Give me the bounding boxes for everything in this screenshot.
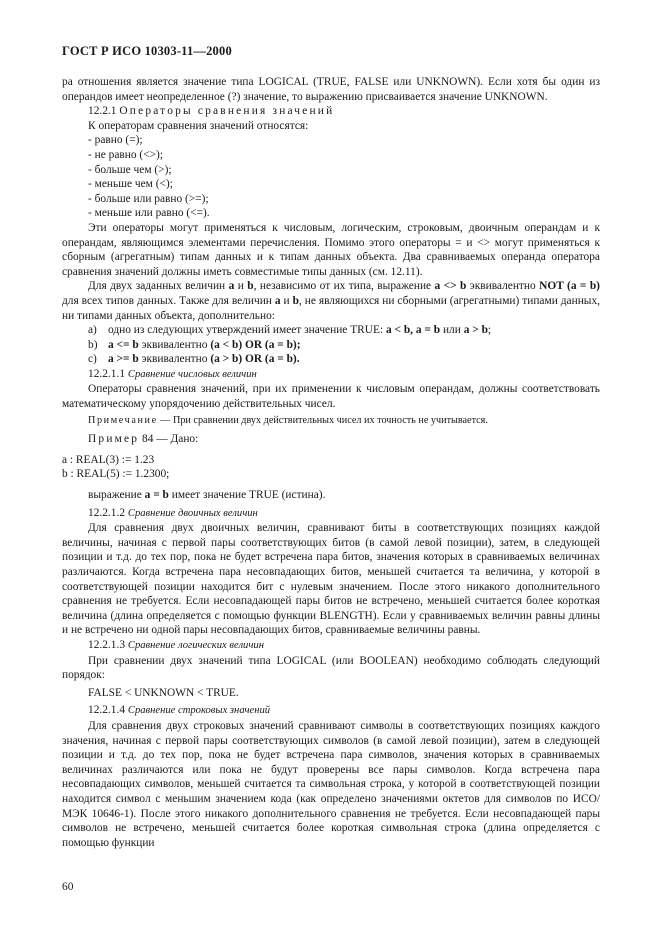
equivalence-paragraph: Для двух заданных величин a и b, независимо от их типа, выражение a <> b эквивалентно NOT (a = b) для всех типов данных. Также для величин a и b, не являющихся ни сборными (агрегатными) типами данных, ни типами данных объекта, дополнительно:	[62, 280, 600, 322]
list-item: - больше или равно (>=);	[88, 192, 209, 205]
section-number: 12.2.1.1	[88, 367, 126, 380]
section-heading-12-2-1	[62, 104, 600, 119]
list-item: - меньше чем (<);	[88, 178, 173, 191]
case-item-c: c) a >= b эквивалентно (a > b) OR (a = b).	[88, 353, 300, 366]
note: Примечание — При сравнении двух действительных чисел их точность не учитывается.	[88, 414, 488, 426]
example-result: выражение a = b имеет значение TRUE (истина).	[88, 489, 326, 502]
section-heading-12-2-1-2	[62, 506, 600, 522]
list-item: - не равно (<>);	[88, 148, 164, 161]
case-item-a: a) одно из следующих утверждений имеет значение TRUE: a < b, a = b или a > b;	[88, 324, 492, 337]
binary-paragraph: Для сравнения двух двоичных величин, сравнивают биты в соответствующих позициях каждой величины, начиная с первой пары соответствующих битов (в самой левой позиции), затем, в следующей позиции и т.д. до тех пор, пока не будет встречена пара битов, значения которых в сравниваемых величинах различаются. Когда встречена пара несовпадающих битов, меньшей считается та величина, у которой в соответствующей позиции находится бит с нулевым значением. После этого никакого дополнительного сравнения не требуется. Если несовпадающей пары битов не встречено, меньшей считается более короткая величина (длина определяется с помощью функции BLENGTH). Если у сравниваемых величин равны длины и не встречено ни одной пары несовпадающих битов, сравниваемые величины равны.	[62, 522, 600, 637]
section-title: Сравнение строковых значений	[127, 705, 271, 717]
string-paragraph: Для сравнения двух строковых значений сравнивают символы в соответствующих позициях каждого значения, начиная с первой пары соответствующих символов (в самой левой позиции), затем в следующей позиции и т.д. до тех пор, пока не будет встречена пара символов, значения которых в сравниваемых величинах различаются или пока не будут проверены все пары символов. Когда встречена пара несовпадающих символов, меньшей считается та символьная строка, у которой в соответствующей позиции находится символ с меньшим значением кода (как определено значениями октетов для символов по ИСО/МЭК 10646-1). После этого никакого дополнительного сравнения не требуется. Если несовпадающей пары символов не встречено, меньшей считается более короткая символьная строка (длина определяется с помощью функции	[62, 719, 600, 849]
numeric-paragraph: Операторы сравнения значений, при их применении к числовым операндам, должны соответствовать математическому упорядочению действительных чисел.	[62, 383, 600, 411]
code-line: a : REAL(3) := 1.23	[62, 453, 155, 466]
section-number: 12.2.1.3	[88, 638, 126, 651]
list-lead: К операторам сравнения значений относятся:	[88, 119, 309, 132]
operator-list	[62, 133, 600, 221]
section-heading-12-2-1-3	[62, 638, 600, 654]
case-item-b: b) a <= b эквивалентно (a < b) OR (a = b);	[88, 338, 301, 351]
logical-paragraph: При сравнении двух значений типа LOGICAL (или BOOLEAN) необходимо соблюдать следующий порядок:	[62, 654, 600, 682]
section-title: Сравнение двоичных величин	[127, 507, 258, 519]
logical-order: FALSE < UNKNOWN < TRUE.	[88, 686, 239, 699]
list-item: - больше чем (>);	[88, 163, 172, 176]
section-heading-12-2-1-4	[62, 703, 600, 719]
list-item: - равно (=);	[88, 134, 143, 147]
page-number: 60	[62, 881, 74, 893]
section-title: Сравнение числовых величин	[127, 368, 257, 380]
code-line: b : REAL(5) := 1.2300;	[62, 468, 170, 481]
list-item: - меньше или равно (<=).	[88, 207, 210, 220]
section-number: 12.2.1	[88, 105, 117, 118]
section-title: Сравнение логических величин	[127, 639, 264, 651]
section-number: 12.2.1.4	[88, 704, 126, 717]
section-heading-12-2-1-1	[62, 367, 600, 383]
section-title: Операторы сравнения значений	[119, 105, 335, 118]
page-content	[62, 75, 600, 850]
section-number: 12.2.1.2	[88, 506, 126, 519]
intro-paragraph: ра отношения является значение типа LOGICAL (TRUE, FALSE или UNKNOWN). Если хотя бы один из операндов имеет неопределенное (?) значение, то выражению присваивается значение UNKNOWN.	[62, 76, 600, 103]
example-heading: Пример 84 — Дано:	[88, 433, 199, 446]
operators-paragraph: Эти операторы могут применяться к числовым, логическим, строковым, двоичным операндам и к операндам, являющимся элементами перечисления. Помимо этого операторы = и <> могут применяться к сборным (агрегатным) типам данных и к типам данных объекта. Два сравниваемых операнда оператора сравнения значений должны иметь совместимые типы данных (см. 12.11).	[62, 221, 600, 278]
document-header: ГОСТ Р ИСО 10303-11—2000	[62, 44, 232, 58]
